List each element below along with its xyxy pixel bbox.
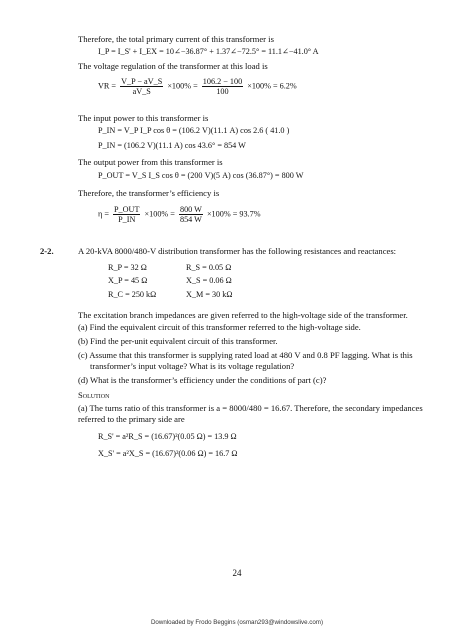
part-a-question: (a) Find the equivalent circuit of this transformer referred to the high-voltage side. — [78, 322, 361, 332]
parameter-xp: X_P = 45 Ω — [108, 276, 148, 285]
equation-output-power: P_OUT = V_S I_S cos θ = (200 V)(5 A) cos (36.87°) = 800 W — [98, 171, 304, 180]
solution-a-line2: referred to the primary side are — [78, 414, 185, 424]
intro-text-efficiency: Therefore, the transformer’s efficiency is — [78, 188, 220, 198]
equation-primary-current: I_P = I_S' + I_EX = 10∠−36.87° + 1.37∠−72.5° = 11.1∠−41.0° A — [98, 47, 319, 56]
equation-input-power-1: P_IN = V_P I_P cos θ = (106.2 V)(11.1 A) cos 2.6 ( 41.0 ) — [98, 126, 290, 135]
intro-text-current: Therefore, the total primary current of this transformer is — [78, 34, 274, 44]
intro-text-output-power: The output power from this transformer is — [78, 157, 223, 167]
parameter-rp: R_P = 32 Ω — [108, 263, 147, 272]
download-footer: Downloaded by Frodo Beggins (osman293@windowslive.com) — [150, 619, 324, 626]
equation-rs-referred: R_S' = a²R_S = (16.67)²(0.05 Ω) = 13.9 Ω — [98, 432, 237, 441]
equation-input-power-2: P_IN = (106.2 V)(11.1 A) cos 43.6° = 854 W — [98, 141, 246, 150]
equation-xs-referred: X_S' = a²X_S = (16.67)²(0.06 Ω) = 16.7 Ω — [98, 449, 238, 458]
solution-a-line1: (a) The turns ratio of this transformer is a = 8000/480 = 16.67. Therefore, the secondary impedances — [78, 403, 423, 413]
part-c-question-line2: transformer’s input voltage? What is its voltage regulation? — [90, 361, 295, 371]
parameter-xm: X_M = 30 kΩ — [186, 290, 233, 299]
equation-voltage-regulation: VR = $\frac{V\_P - aV\_S}{aV\_S}$ ×100% = $\frac{106.2 - 100}{100}$ ×100% = 6.2% — [98, 77, 297, 96]
part-b-question: (b) Find the per-unit equivalent circuit of this transformer. — [78, 336, 278, 346]
page-number: 24 — [232, 568, 242, 578]
problem-number: 2-2. — [40, 246, 54, 256]
parameter-xs: X_S = 0.06 Ω — [186, 276, 232, 285]
part-d-question: (d) What is the transformer’s efficiency under the conditions of part (c)? — [78, 375, 327, 385]
solution-heading: Solution — [78, 390, 110, 400]
problem-statement: A 20-kVA 8000/480-V distribution transformer has the following resistances and reactances: — [78, 246, 397, 256]
equation-efficiency: η = $\frac{\text{P\_OUT}}{P\_IN}$ ×100% = $\frac{800 W}{854 W}$ ×100% = 93.7% — [98, 205, 261, 224]
parameter-rc: R_C = 250 kΩ — [108, 290, 157, 299]
excitation-note: The excitation branch impedances are given referred to the high-voltage side of the transformer. — [78, 310, 408, 320]
parameter-rs: R_S = 0.05 Ω — [186, 263, 232, 272]
intro-text-regulation: The voltage regulation of the transformer at this load is — [78, 61, 268, 71]
part-c-question-line1: (c) Assume that this transformer is supplying rated load at 480 V and 0.8 PF lagging. What is this — [78, 350, 413, 360]
intro-text-input-power: The input power to this transformer is — [78, 113, 209, 123]
